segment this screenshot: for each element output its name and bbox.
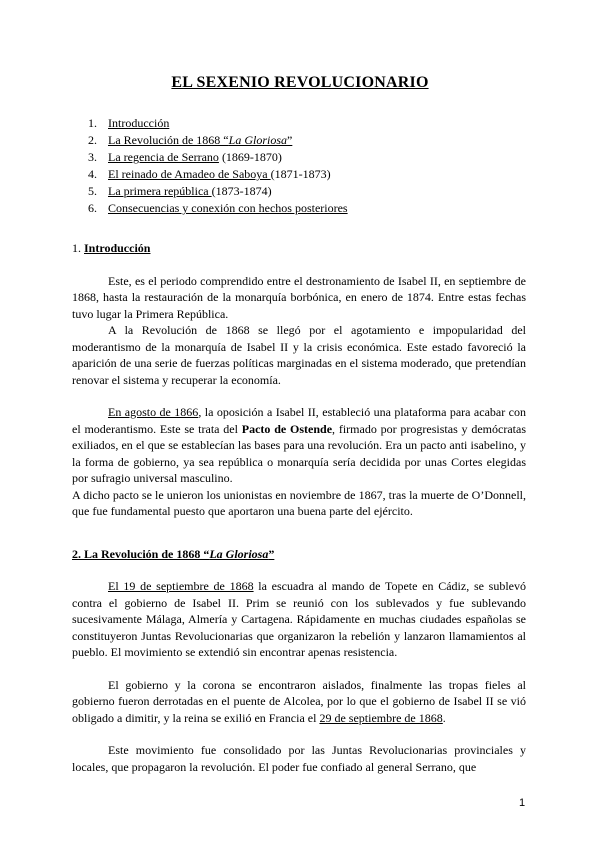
paragraph: A dicho pacto se le unieron los unionistas en noviembre de 1867, tras la muerte de O’Donnell, que fue fundamental puesto que aportaron una buena parte del ejército. (72, 487, 526, 518)
toc-item-regencia[interactable]: 3. La regencia de Serrano (1869-1870) (88, 150, 282, 164)
toc-link[interactable]: La primera república (108, 184, 212, 198)
table-of-contents (88, 115, 508, 217)
toc-item-republica[interactable]: 5. La primera república (1873-1874) (88, 184, 272, 198)
paragraph: Este movimiento fue consolidado por las Juntas Revolucionarias provinciales y locales, que propagaron la revolución. El poder fue confiado al general Serrano, que (72, 743, 526, 774)
paragraph: En agosto de 1866, la oposición a Isabel II, estableció una plataforma para acabar con el moderantismo. Este se trata del Pacto de Ostende, firmado por progresistas y demócratas exiliados, en el que se establecían las bases para una revolución. Era un pacto anti isabelino, y la forma de gobierno, ya sea república o monarquía sería decidida por unas Cortes elegidas por sufragio universal masculino. (72, 405, 526, 485)
paragraph: A la Revolución de 1868 se llegó por el agotamiento e impopularidad del moderantismo de la monarquía de Isabel II y la crisis económica. Este estado favoreció la aparición de una serie de fuerzas políticas marginadas en el sistema moderado, que pretendían renovar el sistema y recuperar la economía. (72, 323, 526, 387)
page-number: 1 (519, 797, 526, 809)
toc-link[interactable]: El reinado de Amadeo de Saboya (108, 167, 271, 181)
toc-item-consecuencias[interactable]: 6. Consecuencias y conexión con hechos posteriores (88, 201, 348, 215)
paragraph: El 19 de septiembre de 1868 la escuadra al mando de Topete en Cádiz, se sublevó contra el gobierno de Isabel II. Prim se reunió con los sublevados y fue sublevando sucesivamente Málaga, Almería y Cartagena. Rápidamente en muchas ciudades españolas se constituyeron Juntas Revolucionarias que organizaron la rebelión y lanzaron llamamientos al pueblo. El movimiento se extendió sin encontrar apenas resistencia. (72, 579, 526, 659)
toc-link[interactable]: Consecuencias y conexión con hechos posteriores (108, 201, 348, 215)
paragraph: Este, es el periodo comprendido entre el destronamiento de Isabel II, en septiembre de 1868, hasta la restauración de la monarquía borbónica, en enero de 1874. Entre estas fechas tuvo lugar la Primera República. (72, 273, 526, 321)
toc-item-revolucion[interactable]: 2. La Revolución de 1868 “La Gloriosa” (88, 133, 293, 147)
paragraph: El gobierno y la corona se encontraron aislados, finalmente las tropas fieles al gobierno fueron derrotadas en el puente de Alcolea, por lo que el gobierno de Isabel II se vió obligado a dimitir, y la reina se exilió en Francia el 29 de septiembre de 1868. (72, 677, 526, 725)
toc-item-introduccion[interactable]: 1. Introducción (88, 116, 170, 130)
document-body (72, 240, 526, 775)
document-title: EL SEXENIO REVOLUCIONARIO (171, 74, 429, 91)
toc-item-amadeo[interactable]: 4. El reinado de Amadeo de Saboya (1871-1873) (88, 167, 331, 181)
toc-link[interactable]: Introducción (108, 116, 170, 130)
toc-link[interactable]: La Revolución de 1868 “La Gloriosa” (108, 133, 293, 147)
section-heading-1: 1. Introducción (72, 241, 151, 255)
toc-link[interactable]: La regencia de Serrano (108, 150, 219, 164)
section-heading-2: 2. La Revolución de 1868 “La Gloriosa” (72, 546, 275, 561)
